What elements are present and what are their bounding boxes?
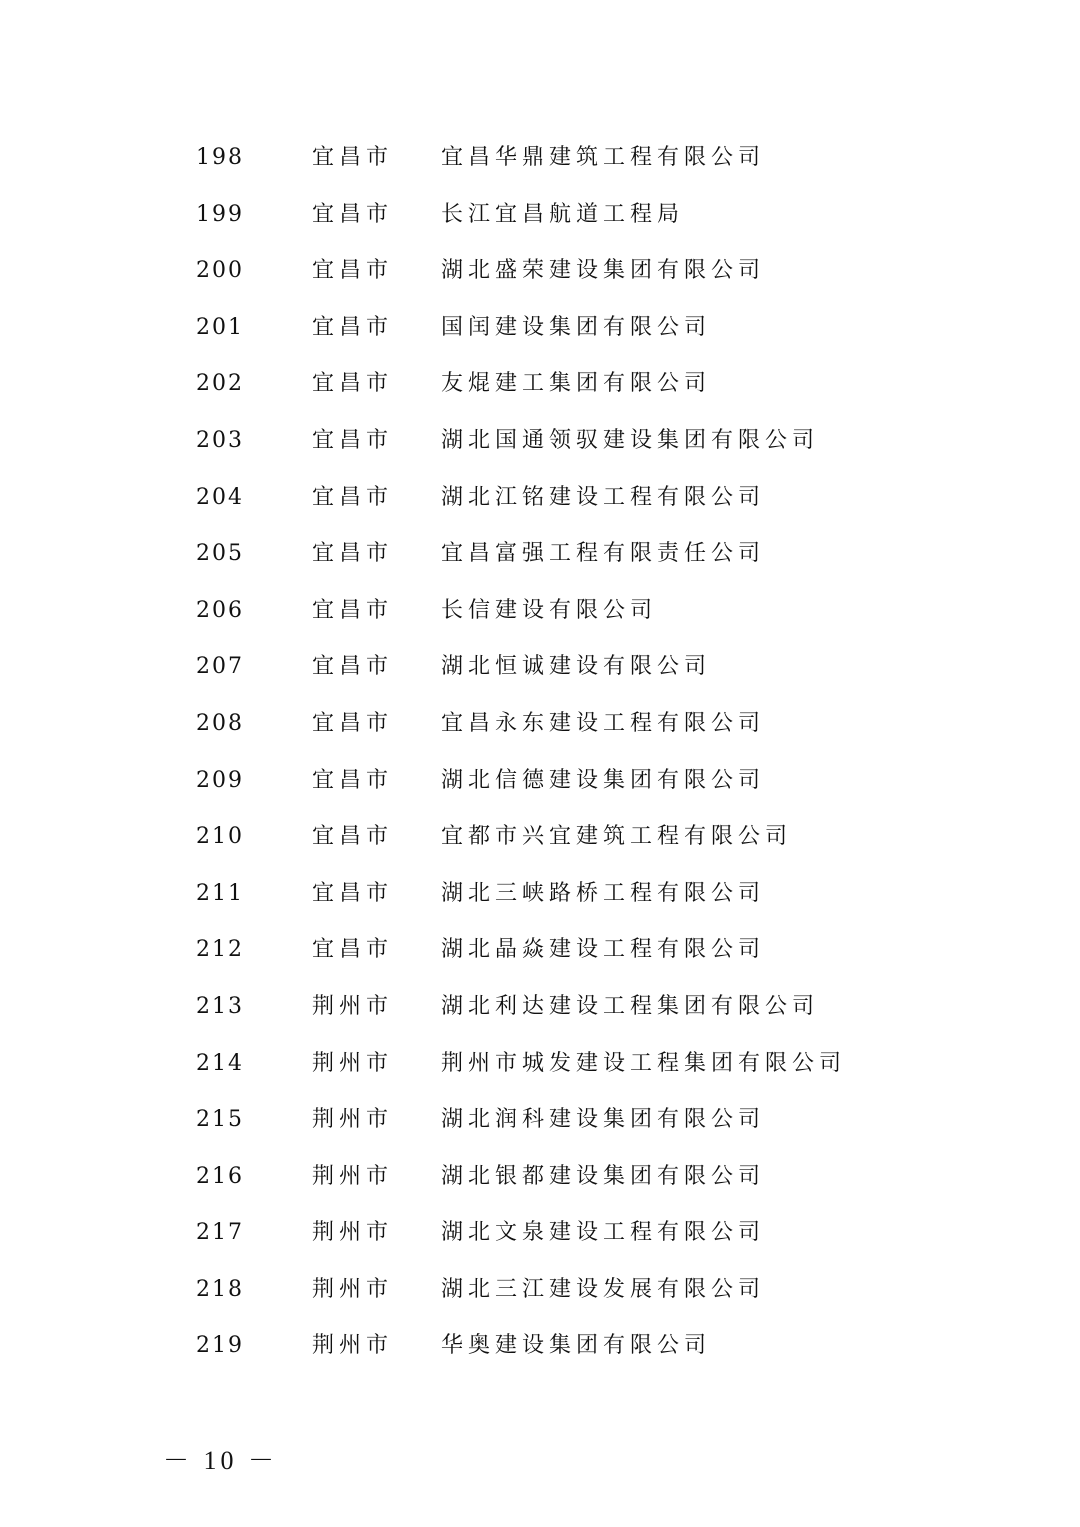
list-item (0, 1262, 1080, 1319)
item-company: 国闰建设集团有限公司 (441, 314, 712, 340)
list-item (0, 470, 1080, 527)
list-item (0, 413, 1080, 470)
list-item (0, 356, 1080, 413)
item-city: 宜昌市 (312, 654, 394, 680)
item-company: 宜昌富强工程有限责任公司 (441, 541, 766, 567)
item-city: 宜昌市 (312, 710, 394, 736)
item-company: 荆州市城发建设工程集团有限公司 (441, 1050, 847, 1076)
item-number: 213 (196, 993, 244, 1019)
item-city: 宜昌市 (312, 201, 394, 227)
list-item (0, 639, 1080, 696)
item-number: 202 (196, 371, 244, 397)
item-number: 209 (196, 767, 244, 793)
item-city: 荆州市 (312, 1276, 394, 1302)
item-company: 湖北国通领驭建设集团有限公司 (441, 427, 820, 453)
item-number: 217 (196, 1220, 244, 1246)
item-company: 湖北润科建设集团有限公司 (441, 1107, 766, 1133)
item-city: 宜昌市 (312, 824, 394, 850)
item-city: 荆州市 (312, 1050, 394, 1076)
item-city: 宜昌市 (312, 145, 394, 170)
item-number: 198 (196, 145, 244, 170)
item-city: 荆州市 (312, 993, 394, 1019)
list-item (0, 187, 1080, 244)
item-city: 荆州市 (312, 1163, 394, 1189)
page-number: － 10 － (163, 1446, 279, 1475)
item-company: 湖北三峡路桥工程有限公司 (441, 880, 766, 906)
item-number: 201 (196, 314, 244, 340)
item-number: 203 (196, 427, 244, 453)
item-company: 湖北三江建设发展有限公司 (441, 1276, 766, 1302)
list-item (0, 1205, 1080, 1262)
item-number: 216 (196, 1163, 244, 1189)
list-item (0, 243, 1080, 300)
list-item (0, 1318, 1080, 1375)
item-number: 206 (196, 597, 244, 623)
company-list (0, 130, 1080, 1375)
item-city: 荆州市 (312, 1220, 394, 1246)
item-city: 宜昌市 (312, 767, 394, 793)
item-company: 湖北晶焱建设工程有限公司 (441, 937, 766, 963)
item-city: 宜昌市 (312, 597, 394, 623)
item-company: 湖北银都建设集团有限公司 (441, 1163, 766, 1189)
item-company: 长江宜昌航道工程局 (441, 201, 685, 227)
list-item (0, 753, 1080, 810)
item-number: 219 (196, 1333, 244, 1359)
item-city: 宜昌市 (312, 541, 394, 567)
item-number: 214 (196, 1050, 244, 1076)
item-city: 荆州市 (312, 1333, 394, 1359)
list-item (0, 922, 1080, 979)
list-item (0, 583, 1080, 640)
item-number: 200 (196, 258, 244, 284)
list-item (0, 696, 1080, 753)
item-number: 212 (196, 937, 244, 963)
list-item (0, 866, 1080, 923)
item-city: 宜昌市 (312, 427, 394, 453)
list-item (0, 809, 1080, 866)
list-item (0, 1036, 1080, 1093)
list-item (0, 130, 1080, 187)
item-company: 湖北信德建设集团有限公司 (441, 767, 766, 793)
item-company: 湖北盛荣建设集团有限公司 (441, 258, 766, 284)
item-company: 湖北文泉建设工程有限公司 (441, 1220, 766, 1246)
item-number: 204 (196, 484, 244, 510)
item-company: 宜都市兴宜建筑工程有限公司 (441, 824, 793, 850)
item-city: 宜昌市 (312, 484, 394, 510)
item-number: 207 (196, 654, 244, 680)
list-item (0, 526, 1080, 583)
item-company: 宜昌永东建设工程有限公司 (441, 710, 766, 736)
item-number: 218 (196, 1276, 244, 1302)
list-item (0, 1092, 1080, 1149)
item-city: 荆州市 (312, 1107, 394, 1133)
item-city: 宜昌市 (312, 258, 394, 284)
item-city: 宜昌市 (312, 937, 394, 963)
item-number: 205 (196, 541, 244, 567)
item-company: 湖北江铭建设工程有限公司 (441, 484, 766, 510)
item-number: 211 (196, 880, 244, 906)
list-item (0, 300, 1080, 357)
item-company: 友焜建工集团有限公司 (441, 371, 712, 397)
item-company: 华奥建设集团有限公司 (441, 1333, 712, 1359)
item-company: 湖北利达建设工程集团有限公司 (441, 993, 820, 1019)
item-number: 208 (196, 710, 244, 736)
list-item (0, 979, 1080, 1036)
item-city: 宜昌市 (312, 314, 394, 340)
item-number: 215 (196, 1107, 244, 1133)
item-number: 210 (196, 824, 244, 850)
item-company: 宜昌华鼎建筑工程有限公司 (441, 145, 766, 170)
item-company: 湖北恒诚建设有限公司 (441, 654, 712, 680)
item-city: 宜昌市 (312, 880, 394, 906)
item-number: 199 (196, 201, 244, 227)
list-item (0, 1149, 1080, 1206)
item-company: 长信建设有限公司 (441, 597, 658, 623)
item-city: 宜昌市 (312, 371, 394, 397)
